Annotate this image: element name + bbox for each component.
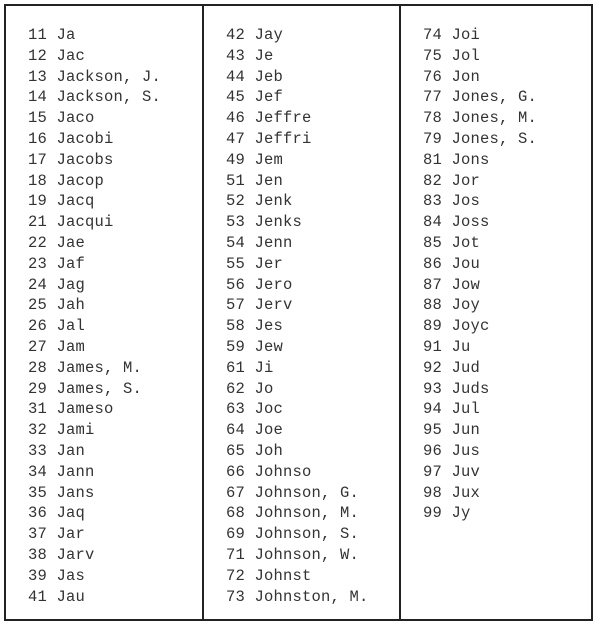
list-item: 72 Johnst bbox=[226, 566, 312, 585]
list-item: 54 Jenn bbox=[226, 233, 293, 252]
list-item: 37 Jar bbox=[28, 525, 86, 544]
list-item: 18 Jacop bbox=[28, 171, 105, 190]
cutter-table bbox=[4, 4, 593, 621]
list-item: 99 Jy bbox=[423, 504, 471, 523]
list-item: 59 Jew bbox=[226, 337, 284, 356]
list-item: 91 Ju bbox=[423, 337, 471, 356]
list-item: 24 Jag bbox=[28, 275, 86, 294]
list-item: 43 Je bbox=[226, 46, 274, 65]
list-item: 84 Joss bbox=[423, 213, 490, 232]
table-column-1 bbox=[6, 6, 202, 619]
list-item: 75 Jol bbox=[423, 46, 481, 65]
list-item: 96 Jus bbox=[423, 441, 481, 460]
list-item: 32 Jami bbox=[28, 421, 95, 440]
list-item: 92 Jud bbox=[423, 358, 481, 377]
list-item: 81 Jons bbox=[423, 150, 490, 169]
list-item: 39 Jas bbox=[28, 566, 86, 585]
list-item: 56 Jero bbox=[226, 275, 293, 294]
list-item: 77 Jones, G. bbox=[423, 88, 538, 107]
list-item: 85 Jot bbox=[423, 233, 481, 252]
list-item: 16 Jacobi bbox=[28, 129, 114, 148]
list-item: 62 Jo bbox=[226, 379, 274, 398]
list-item: 38 Jarv bbox=[28, 545, 95, 564]
list-item: 78 Jones, M. bbox=[423, 109, 538, 128]
list-item: 26 Jal bbox=[28, 317, 86, 336]
list-item: 27 Jam bbox=[28, 337, 86, 356]
list-item: 83 Jos bbox=[423, 192, 481, 211]
list-item: 12 Jac bbox=[28, 46, 86, 65]
list-item: 89 Joyc bbox=[423, 317, 490, 336]
list-item: 23 Jaf bbox=[28, 254, 86, 273]
list-item: 19 Jacq bbox=[28, 192, 95, 211]
list-item: 95 Jun bbox=[423, 421, 481, 440]
list-item: 47 Jeffri bbox=[226, 129, 312, 148]
list-item: 53 Jenks bbox=[226, 213, 303, 232]
list-item: 31 Jameso bbox=[28, 400, 114, 419]
list-item: 55 Jer bbox=[226, 254, 284, 273]
list-item: 34 Jann bbox=[28, 462, 95, 481]
list-item: 88 Joy bbox=[423, 296, 481, 315]
list-item: 94 Jul bbox=[423, 400, 481, 419]
list-item: 93 Juds bbox=[423, 379, 490, 398]
list-item: 17 Jacobs bbox=[28, 150, 114, 169]
list-item: 15 Jaco bbox=[28, 109, 95, 128]
list-item: 46 Jeffre bbox=[226, 109, 312, 128]
list-item: 73 Johnston, M. bbox=[226, 587, 369, 606]
list-item: 52 Jenk bbox=[226, 192, 293, 211]
list-item: 49 Jem bbox=[226, 150, 284, 169]
list-item: 11 Ja bbox=[28, 26, 76, 44]
list-item: 82 Jor bbox=[423, 171, 481, 190]
list-item: 86 Jou bbox=[423, 254, 481, 273]
list-item: 45 Jef bbox=[226, 88, 284, 107]
list-item: 65 Joh bbox=[226, 441, 284, 460]
list-item: 74 Joi bbox=[423, 26, 481, 44]
list-item: 25 Jah bbox=[28, 296, 86, 315]
list-item: 87 Jow bbox=[423, 275, 481, 294]
list-item: 41 Jau bbox=[28, 587, 86, 606]
list-item: 61 Ji bbox=[226, 358, 274, 377]
list-item: 14 Jackson, S. bbox=[28, 88, 162, 107]
list-item: 22 Jae bbox=[28, 233, 86, 252]
list-item: 66 Johnso bbox=[226, 462, 312, 481]
list-item: 97 Juv bbox=[423, 462, 481, 481]
list-item: 28 James, M. bbox=[28, 358, 143, 377]
list-item: 35 Jans bbox=[28, 483, 95, 502]
list-item: 68 Johnson, M. bbox=[226, 504, 360, 523]
list-item: 13 Jackson, J. bbox=[28, 67, 162, 86]
list-item: 21 Jacqui bbox=[28, 213, 114, 232]
list-item: 69 Johnson, S. bbox=[226, 525, 360, 544]
list-item: 42 Jay bbox=[226, 26, 284, 44]
list-item: 36 Jaq bbox=[28, 504, 86, 523]
list-item: 76 Jon bbox=[423, 67, 481, 86]
list-item: 44 Jeb bbox=[226, 67, 284, 86]
list-item: 51 Jen bbox=[226, 171, 284, 190]
list-item: 98 Jux bbox=[423, 483, 481, 502]
list-item: 57 Jerv bbox=[226, 296, 293, 315]
list-item: 79 Jones, S. bbox=[423, 129, 538, 148]
list-item: 33 Jan bbox=[28, 441, 86, 460]
list-item: 63 Joc bbox=[226, 400, 284, 419]
table-column-3 bbox=[399, 6, 591, 619]
list-item: 71 Johnson, W. bbox=[226, 545, 360, 564]
table-column-2 bbox=[202, 6, 399, 619]
list-item: 29 James, S. bbox=[28, 379, 143, 398]
list-item: 64 Joe bbox=[226, 421, 284, 440]
list-item: 58 Jes bbox=[226, 317, 284, 336]
list-item: 67 Johnson, G. bbox=[226, 483, 360, 502]
